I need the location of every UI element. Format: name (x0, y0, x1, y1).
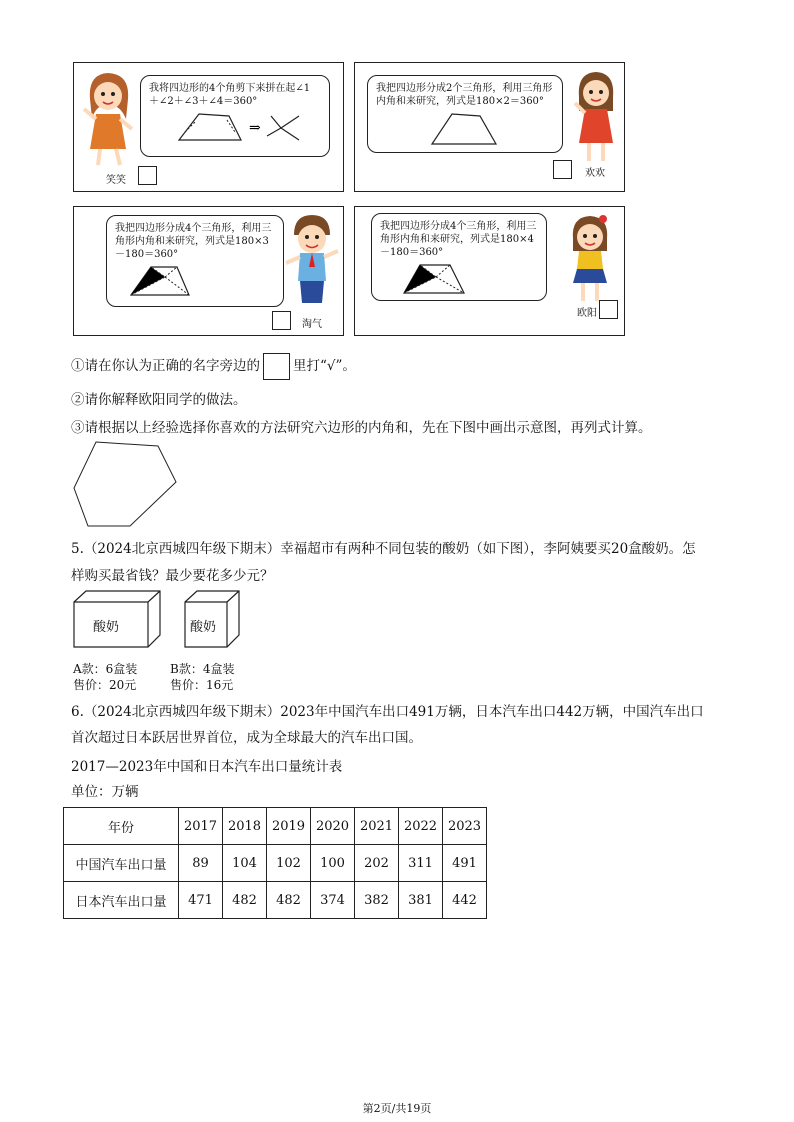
a-price: 售价：20元 (73, 678, 137, 692)
a-type: A款：6盒装 (73, 662, 138, 676)
panel-taoqi (73, 206, 344, 336)
question-3: ③请根据以上经验选择你喜欢的方法研究六边形的内角和，先在下图中画出示意图，再列式计算。 (71, 420, 652, 436)
table-row (64, 845, 487, 882)
table-header-cell: 2020 (311, 808, 355, 845)
table-header-cell: 2022 (399, 808, 443, 845)
girl-figure-icon (563, 211, 617, 307)
table-cell: 482 (223, 882, 267, 919)
panel-ouyang (354, 206, 625, 336)
table-cell: 491 (443, 845, 487, 882)
name-label: 欢欢 (585, 168, 605, 179)
boy-figure-icon (282, 211, 342, 311)
b-type: B款：4盒装 (170, 662, 235, 676)
table-header-cell: 2023 (443, 808, 487, 845)
girl-figure-icon (569, 67, 623, 167)
quadrilateral-icon (376, 108, 552, 148)
checkbox-xiaoxiao[interactable] (138, 166, 157, 185)
table-cell: 102 (267, 845, 311, 882)
speech-bubble (140, 75, 330, 157)
table-cell: 381 (399, 882, 443, 919)
checkbox-taoqi[interactable] (272, 311, 291, 330)
table-cell: 482 (267, 882, 311, 919)
table-header-cell: 2018 (223, 808, 267, 845)
table-unit: 单位：万辆 (71, 784, 139, 800)
table-title: 2017—2023年中国和日本汽车出口量统计表 (71, 759, 343, 775)
table-cell: 374 (311, 882, 355, 919)
problem-6-line-2: 首次超过日本跃居世界首位，成为全球最大的汽车出口国。 (71, 730, 422, 746)
table-header-cell: 2019 (267, 808, 311, 845)
answer-box-sample (263, 353, 290, 380)
table-cell: 202 (355, 845, 399, 882)
table-cell: 104 (223, 845, 267, 882)
question-2: ②请你解释欧阳同学的做法。 (71, 392, 247, 408)
hexagon-figure (72, 440, 180, 528)
bubble-text: 我把四边形分成4个三角形，利用三角形内角和来研究，列式是180×4－180＝360° (380, 221, 537, 258)
speech-bubble (367, 75, 563, 153)
box-a-label: 酸奶 (93, 620, 120, 635)
table-cell: 中国汽车出口量 (64, 845, 179, 882)
bubble-text: 我把四边形分成2个三角形，利用三角形内角和来研究，列式是180×2＝360° (376, 83, 553, 107)
question-1-suffix: 里打“√”。 (293, 358, 356, 374)
problem-6-line-1: 6.（2024北京西城四年级下期末）2023年中国汽车出口491万辆，日本汽车出口442万辆，中国汽车出口 (71, 704, 704, 720)
quadrilateral-cut-icon (149, 108, 319, 144)
speech-bubble (106, 215, 284, 307)
table-cell: 382 (355, 882, 399, 919)
checkbox-huanhuan[interactable] (553, 160, 572, 179)
question-1 (71, 353, 356, 380)
quadrilateral-split-icon (115, 261, 275, 301)
panel-huanhuan (354, 62, 625, 192)
problem-5-line-1: 5.（2024北京西城四年级下期末）幸福超市有两种不同包装的酸奶（如下图），李阿姨要买20盒酸奶。怎 (71, 541, 696, 557)
export-table (63, 807, 487, 919)
table-cell: 100 (311, 845, 355, 882)
yogurt-box-b (184, 590, 240, 648)
table-header-row (64, 808, 487, 845)
quadrilateral-split-icon (380, 259, 536, 299)
girl-figure-icon (80, 69, 138, 169)
checkbox-ouyang[interactable] (599, 300, 618, 319)
table-cell: 89 (179, 845, 223, 882)
svg-text:⇒: ⇒ (249, 120, 261, 136)
table-header-cell: 2021 (355, 808, 399, 845)
table-cell: 311 (399, 845, 443, 882)
table-row (64, 882, 487, 919)
bubble-text: 我把四边形分成4个三角形，利用三角形内角和来研究，列式是180×3－180＝360° (115, 223, 272, 260)
question-1-prefix: ①请在你认为正确的名字旁边的 (71, 358, 260, 374)
panel-xiaoxiao (73, 62, 344, 192)
name-label: 淘气 (302, 319, 322, 330)
problem-5-line-2: 样购买最省钱？最少要花多少元？ (71, 568, 274, 584)
yogurt-box-a (73, 590, 161, 648)
table-cell: 471 (179, 882, 223, 919)
table-header-cell: 年份 (64, 808, 179, 845)
name-label: 笑笑 (106, 175, 126, 186)
name-label: 欧阳 (577, 308, 597, 319)
table-header-cell: 2017 (179, 808, 223, 845)
page-footer: 第2页/共19页 (362, 1102, 432, 1115)
speech-bubble (371, 213, 547, 301)
box-b-label: 酸奶 (190, 620, 217, 635)
bubble-text: 我将四边形的4个角剪下来拼在起∠1＋∠2＋∠3＋∠4＝360° (149, 83, 311, 107)
b-price: 售价：16元 (170, 678, 234, 692)
table-cell: 442 (443, 882, 487, 919)
table-cell: 日本汽车出口量 (64, 882, 179, 919)
